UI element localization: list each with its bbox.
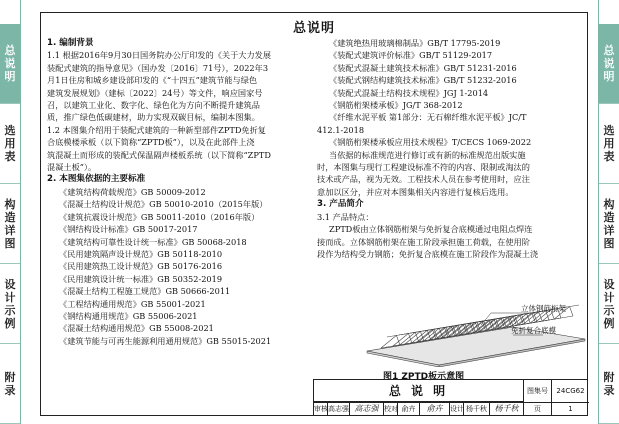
text-line: 质，推广绿色低碳建材，助力实现双碳目标，编制本图集。: [47, 112, 260, 123]
check-label: 校对: [384, 402, 398, 416]
section-heading: 1. 编制背景: [47, 38, 94, 48]
page-number: 1: [568, 405, 573, 413]
atlas-number: 24CG62: [556, 387, 585, 395]
text-line: 接而成。立体钢筋桁架在施工阶段承担施工荷载，在使用阶: [317, 236, 530, 247]
text-line: 《民用建筑热工设计规范》GB 50176-2016: [59, 261, 223, 272]
text-line: 当依据的标准规范进行修订或有新的标准规范出版实施: [329, 149, 526, 160]
text-line: 装配式建筑的指导意见》（国办发〔2016〕71号），2022年3: [47, 62, 269, 73]
text-line: 月1日住房和城乡建设部印发的《“十四五”建筑节能与绿色: [47, 75, 258, 86]
text-line: 意加以区分，并应对本图集相关内容进行复核后选用。: [317, 186, 514, 197]
left-tab-0[interactable]: [0, 24, 20, 104]
text-line: 《建筑绝热用玻璃棉制品》GB/T 17795-2019: [329, 38, 501, 48]
checker-signature: 俞卉: [420, 402, 450, 416]
text-line: 合底模楼承板（以下简称“ZPTD板”），以及在此部件上浇: [47, 137, 255, 148]
figure-caption: 图1 ZPTD板示意图: [383, 372, 465, 382]
right-tab-label: 构造详图: [603, 197, 615, 250]
right-tab-label: 设计示例: [603, 277, 615, 330]
text-line: 混凝土板”）。: [47, 162, 97, 173]
text-line: 《建筑结构荷载规范》GB 50009-2012: [59, 186, 206, 197]
text-line: 《混凝土结构工程施工规范》GB 50666-2011: [59, 286, 231, 297]
atlas-label: 图集号: [524, 380, 552, 402]
text-line: 《装配式混凝土建筑技术标准》GB/T 51231-2016: [329, 62, 517, 73]
left-tab-4[interactable]: [0, 344, 20, 424]
truss-label: 立体钢筋桁架: [521, 304, 566, 313]
text-line: 《钢筋桁架楼承板应用技术规程》T/CECS 1069-2022: [329, 137, 532, 148]
text-line: 《装配式钢结构建筑技术标准》GB/T 51232-2016: [329, 75, 517, 86]
text-line: 《钢结构通用规范》GB 55006-2021: [59, 310, 198, 321]
right-tab-0[interactable]: [599, 24, 619, 104]
left-tab-label: 选用表: [4, 124, 16, 163]
text-line: 《装配式建筑评价标准》GB/T 51129-2017: [329, 50, 493, 61]
text-line: 段作为结构受力钢筋；免折复合底模在施工阶段作为混凝土浇: [317, 248, 539, 259]
designer-signature: 杨千秋: [490, 402, 524, 416]
text-line: 《混凝土结构通用规范》GB 55008-2021: [59, 323, 214, 334]
text-line: 1.1 根据2016年9月30日国务院办公厅印发的《关于大力发展: [47, 50, 272, 61]
left-tab-column: [0, 0, 21, 424]
right-tab-label: 选用表: [603, 124, 615, 163]
section-heading: 2. 本图集依据的主要标准: [47, 174, 146, 185]
text-line: 《建筑抗震设计规范》GB 50011-2010（2016年版）: [59, 211, 260, 222]
text-line: 1.2 本图集介绍用于装配式建筑的一种新型部件ZPTD免折复: [47, 124, 266, 135]
text-line: 《工程结构通用规范》GB 55001-2021: [59, 298, 206, 309]
text-line: 召，以建筑工业化、数字化、绿色化为方向不断提升建筑品: [47, 100, 260, 111]
text-line: 时，本图集与现行工程建设标准不符的内容、限制或淘汰的: [317, 162, 530, 173]
text-line: 技术或产品，视为无效。工程技术人员在参考使用时，应注: [317, 174, 530, 185]
text-line: ZPTD板由立体钢筋桁架与免折复合底模通过电阻点焊连: [329, 224, 533, 235]
text-line: 《装配式混凝土结构技术规程》JGJ 1-2014: [329, 87, 489, 98]
left-tab-1[interactable]: [0, 104, 20, 184]
text-line: 412.1-2018: [317, 124, 365, 135]
right-tab-4[interactable]: [599, 344, 619, 424]
page-label: 页: [524, 402, 552, 416]
document-page: [40, 12, 588, 416]
text-line: 筑混凝土而形成的装配式保温隔声楼板系统（以下简称“ZPTD: [47, 149, 271, 160]
text-line: 3.1 产品特点：: [317, 211, 374, 222]
section-heading: 3. 产品简介: [317, 199, 364, 210]
text-line: 《钢结构设计标准》GB 50017-2017: [59, 224, 198, 235]
page-title: 总说明: [292, 21, 335, 36]
left-tab-label: 设计示例: [4, 277, 16, 330]
right-text-column: [317, 37, 583, 260]
right-tab-label: 附录: [603, 370, 615, 397]
text-line: 《民用建筑隔声设计规范》GB 50118-2010: [59, 248, 223, 259]
title-block-title: 总 说 明: [314, 380, 524, 402]
right-tab-label: 总说明: [603, 44, 615, 83]
reviewer-name: 高志强: [328, 402, 350, 416]
text-line: 《钢筋桁架楼承板》JG/T 368-2012: [329, 100, 463, 111]
left-tab-label: 总说明: [4, 44, 16, 83]
right-tab-1[interactable]: [599, 104, 619, 184]
text-line: 《民用建筑设计统一标准》GB 50352-2019: [59, 273, 223, 284]
left-text-column: [47, 37, 303, 347]
base-board-label: 免折复合底模: [511, 326, 556, 335]
title-block: [313, 379, 588, 416]
text-line: 《建筑节能与可再生能源利用通用规范》GB 55015-2021: [59, 335, 272, 346]
text-line: 建筑发展规划》（建标〔2022〕24号）等文件，响应国家号: [47, 87, 263, 98]
right-tab-column: [598, 0, 619, 424]
right-tab-2[interactable]: [599, 184, 619, 264]
designer-name: 杨千秋: [464, 402, 490, 416]
right-tab-3[interactable]: [599, 264, 619, 344]
left-tab-3[interactable]: [0, 264, 20, 344]
left-tab-2[interactable]: [0, 184, 20, 264]
checker-name: 俞卉: [398, 402, 420, 416]
left-tab-label: 构造详图: [4, 197, 16, 250]
text-line: 《混凝土结构设计规范》GB 50010-2010（2015年版）: [59, 199, 268, 210]
design-label: 设计: [450, 402, 464, 416]
review-label: 审核: [314, 402, 328, 416]
text-line: 《纤维水泥平板 第1部分：无石棉纤维水泥平板》JC/T: [329, 112, 527, 123]
left-tab-label: 附录: [4, 370, 16, 397]
reviewer-signature: 高志强: [350, 402, 384, 416]
text-line: 《建筑结构可靠性设计统一标准》GB 50068-2018: [59, 236, 247, 247]
